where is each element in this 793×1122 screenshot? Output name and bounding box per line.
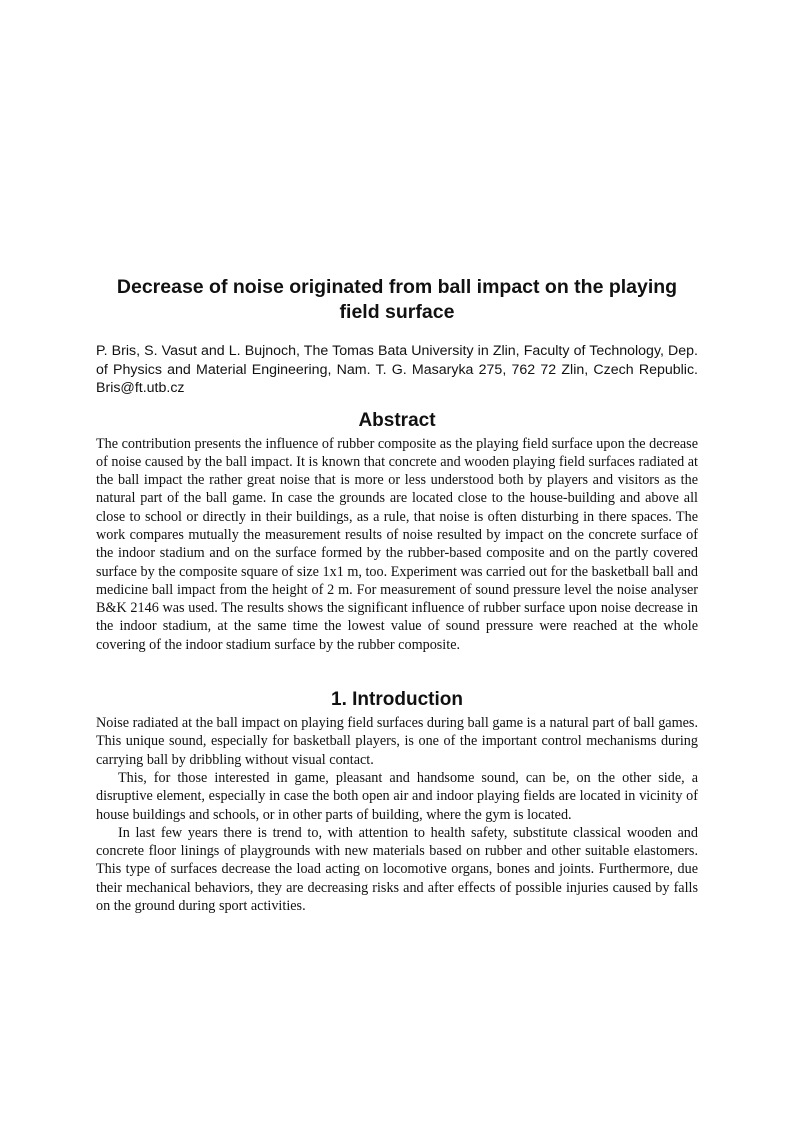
intro-paragraph-1: Noise radiated at the ball impact on playing field surfaces during ball game is a natural part of ball games. This unique sound, especially for basketball players, is one of the important control mechanisms during carrying ball by dribbling without visual contact. <box>96 715 698 768</box>
section-introduction-heading: 1. Introduction <box>331 689 463 711</box>
intro-paragraph-3: In last few years there is trend to, with attention to health safety, substitute classical wooden and concrete floor linings of playgrounds with new materials based on rubber and other suitable elastomers. This type of surfaces decrease the load acting on locomotive organs, bones and joints. Furthermore, due their mechanical behaviors, they are decreasing risks and after effects of possible injuries caused by falls on the ground during sport activities. <box>96 824 698 915</box>
authors-affiliation: P. Bris, S. Vasut and L. Bujnoch, The Tomas Bata University in Zlin, Faculty of Technology, Dep. of Physics and Material Engineering, Nam. T. G. Masaryka 275, 762 72 Zlin, Czech Republic. Bris@ft.utb.cz <box>96 343 698 396</box>
abstract-text: The contribution presents the influence of rubber composite as the playing field surface upon the decrease of noise caused by the ball impact. It is known that concrete and wooden playing field surfaces radiated at the ball impact the rather great noise that is more or less understood both by players and visitors as the natural part of the ball game. In case the grounds are located close to the house-building and above all close to school or directly in their buildings, as a rule, that noise is often disturbing in there spaces. The work compares mutually the measurement results of noise resulted by impact on the concrete surface of the indoor stadium and on the surface formed by the rubber-based composite and on the partly covered surface by the composite square of size 1x1 m, too. Experiment was carried out for the basketball ball and medicine ball impact from the height of 2 m. For measurement of sound pressure level the noise analyser B&K 2146 was used. The results shows the significant influence of rubber surface upon noise decrease in the indoor stadium, at the same time the lowest value of sound pressure were reached at the whole covering of the indoor stadium surface by the rubber composite. <box>96 435 698 653</box>
abstract-heading: Abstract <box>358 409 436 431</box>
intro-paragraph-2: This, for those interested in game, pleasant and handsome sound, can be, on the other side, a disruptive element, especially in case the both open air and indoor playing fields are located in vicinity of house buildings and schools, or in other parts of building, where the gym is located. <box>96 769 698 823</box>
paper-title: Decrease of noise originated from ball impact on the playing field surface <box>116 276 678 323</box>
paper-page <box>96 275 698 915</box>
